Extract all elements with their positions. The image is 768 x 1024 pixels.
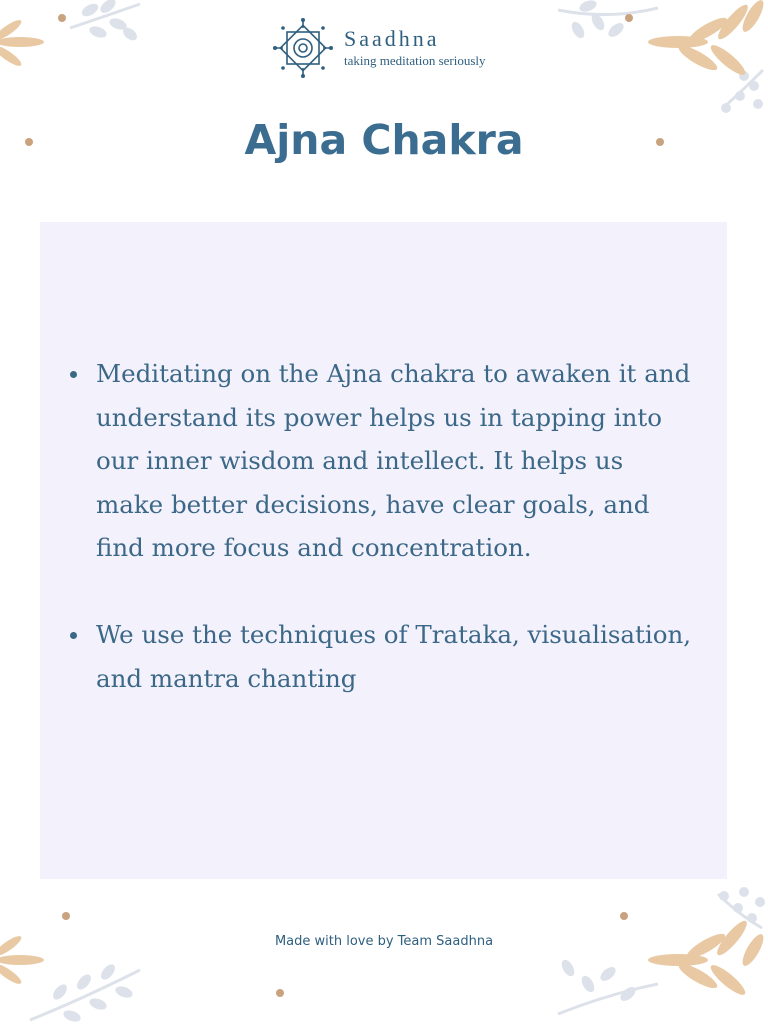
leaf-sprig-icon <box>0 0 150 80</box>
list-item <box>58 613 698 700</box>
bullet-dot <box>70 371 77 378</box>
mandala-logo-icon <box>270 16 336 80</box>
brand-name: Saadhna <box>344 26 440 51</box>
decor-dot <box>62 912 70 920</box>
brand-logo <box>270 16 486 80</box>
page-title: Ajna Chakra <box>244 116 524 164</box>
bullet-dot <box>70 632 77 639</box>
decor-dot <box>276 989 284 997</box>
decor-dot <box>620 912 628 920</box>
footer-credit: Made with love by Team Saadhna <box>274 934 494 949</box>
decor-dot <box>625 14 633 22</box>
leaf-sprig-icon <box>548 0 768 120</box>
list-item-text: Meditating on the Ajna chakra to awaken it and understand its power helps us in tapping into our inner wisdom and intellect. It helps us make better decisions, have clear goals, and find more focus and concentration. <box>96 359 691 563</box>
brand-tagline: taking meditation seriously <box>344 53 486 68</box>
list-item-text: We use the techniques of Trataka, visualisation, and mantra chanting <box>96 619 692 693</box>
bullet-list <box>58 352 698 700</box>
leaf-sprig-icon <box>548 884 768 1024</box>
decor-dot <box>58 14 66 22</box>
list-item <box>58 352 698 570</box>
